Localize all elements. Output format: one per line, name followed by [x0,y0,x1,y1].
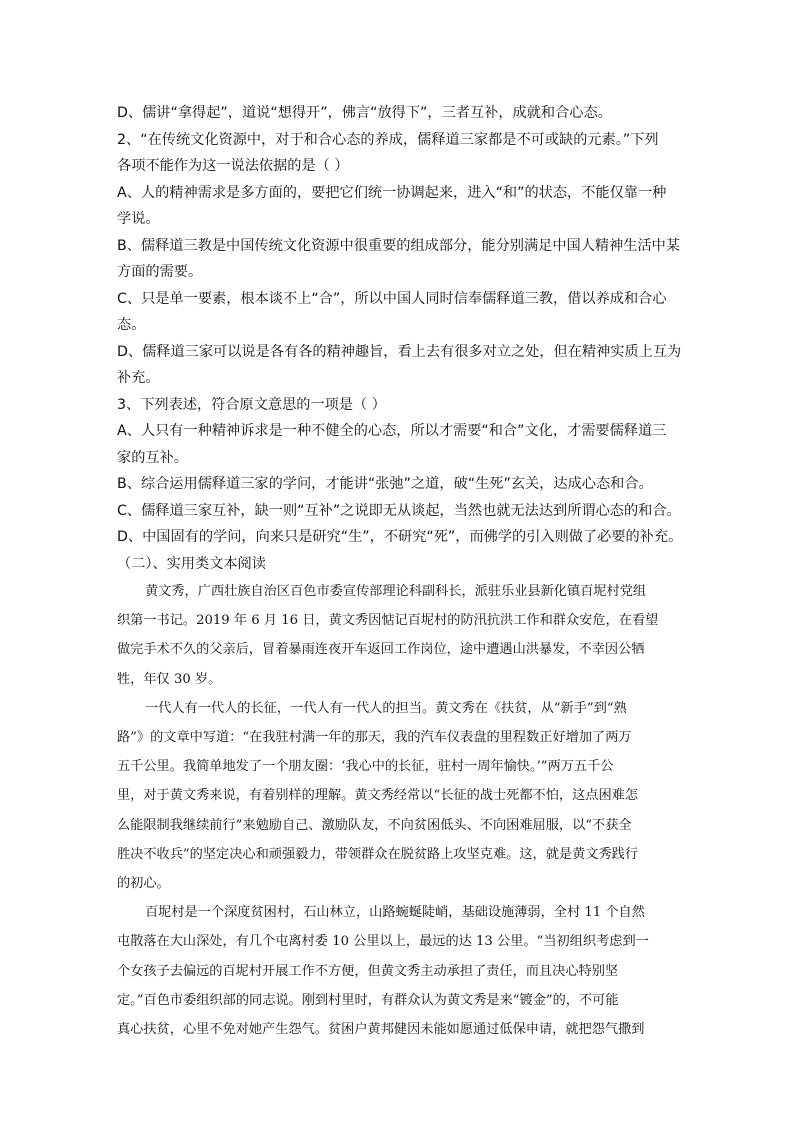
q2-option-d-line-2: 补充。 [117,370,160,386]
section-title: （二）、实用类文本阅读 [117,555,266,572]
q2-option-c-line-2: 态。 [117,317,146,333]
q2-option-d-line-1: D、儒释道三家可以说是各有各的精神趣旨，看上去有很多对立之处，但在精神实质上互为 [117,343,682,360]
q2-stem-line-1: 2、“在传统文化资源中，对于和合心态的养成，儒释道三家都是不可或缺的元素。”下列 [117,131,659,148]
para2-line-1: 一代人有一代人的长征，一代人有一代人的担当。黄文秀在《扶贫，从“新手”到“熟 [145,700,627,716]
passage-paragraph-3 [117,898,685,1044]
q3-stem: 3、下列表述，符合原文意思的一项是（ ） [117,396,386,413]
q2-option-b-line-1: B、儒释道三教是中国传统文化资源中很重要的组成部分，能分别满足中国人精神生活中某 [117,237,681,254]
passage-paragraph-2 [117,694,685,898]
para2-line-2: 路”》的文章中写道：“在我驻村满一年的那天，我的汽车仪表盘的里程数正好增加了两万 [117,730,632,746]
q1-option-d: D、儒讲“拿得起”，道说“想得开”，佛言“放得下”，三者互补，成就和合心态。 [117,105,612,121]
para3-line-5: 真心扶贫，心里不免对她产生怨气。贫困户黄邦健因未能如愿通过低保申请，就把怨气撒到 [117,1022,645,1038]
q3-option-d: D、中国固有的学问，向来只是研究“生”，不研究“死”，而佛学的引入则做了必要的补充。 [117,529,683,545]
para1-line-1: 黄文秀，广西壮族自治区百色市委宣传部理论科副科长，派驻乐业县新化镇百坭村党组 [145,584,647,599]
question-3 [117,392,685,551]
para2-line-5: 么能限制我继续前行”来勉励自己、激励队友，不向贫困低头、不向困难屈服，以“不获全 [117,817,632,833]
passage-paragraph-1 [117,577,685,694]
para1-line-3: 做完手术不久的父亲后，冒着暴雨连夜开车返回工作岗位，途中遭遇山洪暴发，不幸因公牺 [117,642,645,658]
q3-option-a-line-1: A、人只有一种精神诉求是一种不健全的心态，所以才需要“和合”文化，才需要儒释道三 [117,423,667,439]
para2-line-7: 的初心。 [117,876,170,892]
para3-line-3: 个女孩子去偏远的百坭村开展工作不方便，但黄文秀主动承担了责任，而且决心特别坚 [117,963,619,979]
q3-option-a-line-2: 家的互补。 [117,449,188,466]
question-2 [117,127,685,392]
para2-line-3: 五千公里。我简单地发了一个朋友圈：‘我心中的长征，驻村一周年愉快。’”两万五千公 [117,759,614,775]
q2-stem-line-2: 各项不能作为这一说法依据的是（ ） [117,158,349,174]
para1-line-4: 牲，年仅 30 岁。 [117,671,222,687]
q2-option-b-line-2: 方面的需要。 [117,264,203,280]
para3-line-4: 定。”百色市委组织部的同志说。刚到村里时，有群众认为黄文秀是来“镀金”的，不可能 [117,992,619,1008]
para3-line-2: 屯散落在大山深处，有几个屯离村委 10 公里以上，最远的达 13 公里。“当初组织考虑到一 [117,934,649,950]
q2-option-c-line-1: C、只是单一要素，根本谈不上“合”，所以中国人同时信奉儒释道三教，借以养成和合心 [117,290,667,307]
q2-option-a-line-1: A、人的精神需求是多方面的，要把它们统一协调起来，进入“和”的状态，不能仅靠一种 [117,184,667,201]
q3-option-b: B、综合运用儒释道三家的学问，才能讲“张弛”之道，破“生死”玄关，达成心态和合。 [117,476,653,492]
para1-line-2: 织第一书记。2019 年 6 月 16 日，黄文秀因惦记百坭村的防汛抗洪工作和群众安危，在看望 [117,613,659,629]
para2-line-6: 胜决不收兵”的坚定决心和顽强毅力，带领群众在脱贫路上攻坚克难。这，就是黄文秀践行 [117,846,639,862]
para2-line-4: 里，对于黄文秀来说，有着别样的理解。黄文秀经常以“长征的战士死都不怕，这点困难怎 [117,788,639,804]
q2-option-a-line-2: 学说。 [117,211,160,227]
document-body [117,100,685,1044]
para3-line-1: 百坭村是一个深度贫困村，石山林立，山路蜿蜒陡峭，基础设施薄弱，全村 11 个自然 [145,905,645,921]
q3-option-c: C、儒释道三家互补，缺一则“互补”之说即无从谈起，当然也就无法达到所谓心态的和合。 [117,502,681,519]
